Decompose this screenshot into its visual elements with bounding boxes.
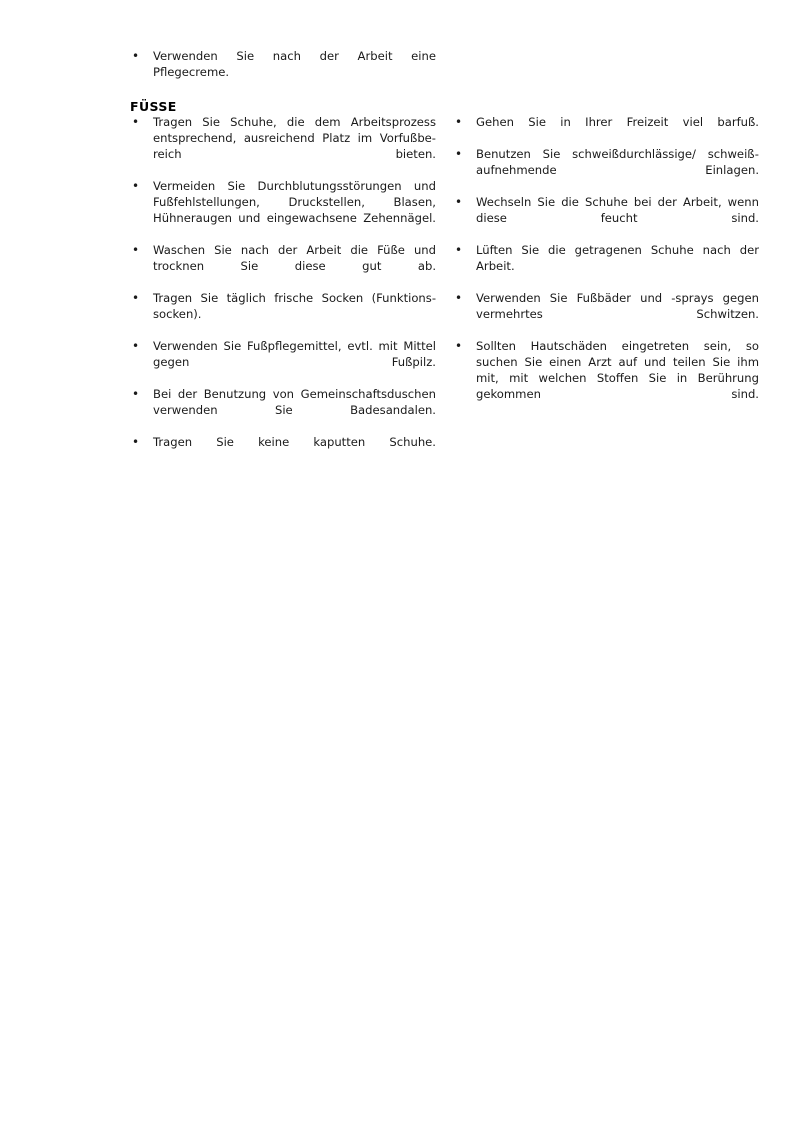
bullet-icon: • xyxy=(132,387,140,401)
bullet-icon: • xyxy=(132,435,140,449)
bullet-icon: • xyxy=(132,179,140,193)
right-column-bullets xyxy=(451,114,759,418)
list-item xyxy=(128,290,436,338)
list-item-text: Bei der Benutzung von Gemeinschaftsduschen verwenden Sie Badesandalen. xyxy=(153,387,436,417)
list-item xyxy=(451,194,759,242)
list-item-text: Tragen Sie Schuhe, die dem Arbeitsprozess entsprechend, ausreichend Platz im Vorfußbe-reich bieten. xyxy=(153,115,436,161)
list-item-text: Verwenden Sie Fußpflegemittel, evtl. mit Mittel gegen Fußpilz. xyxy=(153,339,436,369)
right-column xyxy=(451,114,759,418)
list-item xyxy=(128,386,436,434)
list-item-text: Gehen Sie in Ihrer Freizeit viel barfuß. xyxy=(476,115,759,129)
list-item-text: Vermeiden Sie Durchblutungsstörungen und Fußfehlstellungen, Druckstellen, Blasen, Hühneraugen und eingewachsene Zehennägel. xyxy=(153,179,436,225)
bullet-icon: • xyxy=(455,339,463,353)
bullet-icon: • xyxy=(455,243,463,257)
list-item-text: Benutzen Sie schweißdurchlässige/ schweiß-aufnehmende Einlagen. xyxy=(476,147,759,177)
bullet-icon: • xyxy=(455,291,463,305)
list-item xyxy=(451,146,759,194)
list-item xyxy=(451,338,759,418)
bullet-icon: • xyxy=(455,195,463,209)
intro-bullets xyxy=(128,48,436,96)
list-item-text: Wechseln Sie die Schuhe bei der Arbeit, wenn diese feucht sind. xyxy=(476,195,759,225)
bullet-icon: • xyxy=(132,49,140,63)
bullet-icon: • xyxy=(455,115,463,129)
section-heading: FÜSSE xyxy=(130,99,177,114)
list-item xyxy=(128,48,436,96)
list-item xyxy=(128,434,436,466)
list-item xyxy=(451,290,759,338)
list-item xyxy=(451,242,759,290)
bullet-icon: • xyxy=(132,243,140,257)
list-item-text: Tragen Sie keine kaputten Schuhe. xyxy=(153,435,436,449)
list-item xyxy=(128,338,436,386)
list-item xyxy=(451,114,759,146)
list-item xyxy=(128,242,436,290)
list-item-text: Tragen Sie täglich frische Socken (Funktions-socken). xyxy=(153,291,436,321)
list-item-text: Sollten Hautschäden eingetreten sein, so suchen Sie einen Arzt auf und teilen Sie ihm mit, mit welchen Stoffen Sie in Berührung gekommen sind. xyxy=(476,339,759,401)
list-item-text: Lüften Sie die getragenen Schuhe nach der Arbeit. xyxy=(476,243,759,273)
list-item-text: Waschen Sie nach der Arbeit die Füße und trocknen Sie diese gut ab. xyxy=(153,243,436,273)
list-item xyxy=(128,114,436,178)
bullet-icon: • xyxy=(132,291,140,305)
intro-bullet-list xyxy=(128,48,436,96)
bullet-icon: • xyxy=(455,147,463,161)
list-item-text: Verwenden Sie nach der Arbeit eine Pflegecreme. xyxy=(153,49,436,79)
bullet-icon: • xyxy=(132,339,140,353)
left-column-bullets xyxy=(128,114,436,466)
bullet-icon: • xyxy=(132,115,140,129)
left-column xyxy=(128,114,436,466)
list-item xyxy=(128,178,436,242)
list-item-text: Verwenden Sie Fußbäder und -sprays gegen vermehrtes Schwitzen. xyxy=(476,291,759,321)
